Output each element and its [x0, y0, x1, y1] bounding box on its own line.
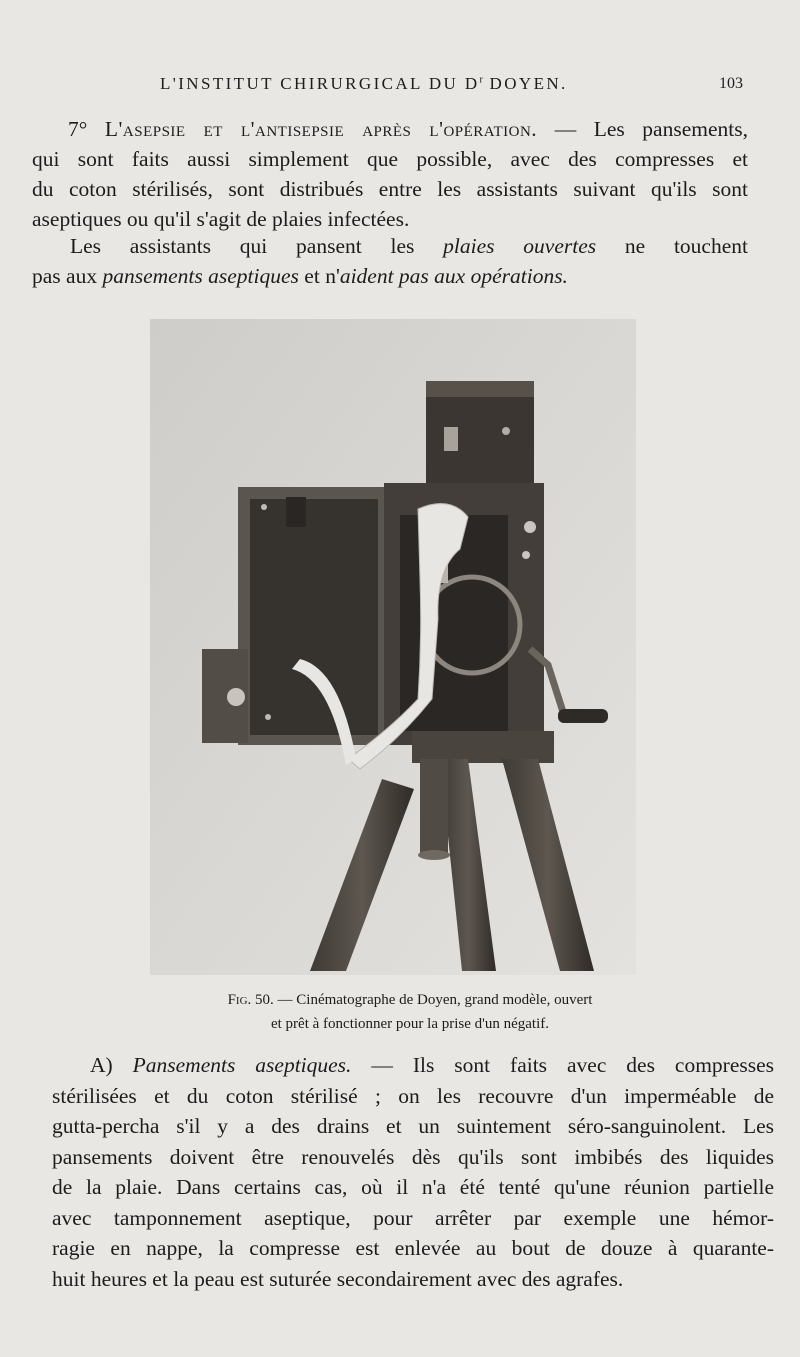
- paragraph-asepsie: [32, 114, 748, 234]
- cinematograph-illustration: [150, 319, 636, 975]
- figure-caption: [160, 988, 660, 1036]
- paragraph-line: ragie en nappe, la compresse est enlevée au bout de douze à quarante-: [52, 1236, 774, 1260]
- paragraph-line: avec tamponnement aseptique, pour arrêter par exemple une hémor-: [52, 1205, 774, 1230]
- paragraph-line: du coton stérilisés, sont distribués entre les assistants suivant qu'ils sont: [32, 177, 748, 201]
- caption-line: et prêt à fonctionner pour la prise d'un négatif.: [270, 1016, 550, 1032]
- figure-label: Fig. 50.: [227, 992, 274, 1008]
- italic-phrase: pansements aseptiques: [102, 264, 299, 288]
- running-head: [0, 74, 800, 100]
- open-camera-door: [238, 487, 386, 745]
- paragraph-line: qui sont faits aussi simplement que possible, avec des compresses et: [32, 147, 748, 171]
- paragraph-line: pas aux pansements aseptiques et n'aident pas aux opérations.: [32, 264, 568, 288]
- side-box: [202, 649, 248, 743]
- italic-phrase: aident pas aux opérations.: [339, 264, 568, 288]
- page-number: 103: [719, 75, 743, 92]
- paragraph-pansements-aseptiques: [52, 1050, 774, 1294]
- section-heading: Pansements aseptiques.: [132, 1053, 352, 1077]
- film-magazine: [426, 381, 534, 485]
- paragraph-line: A) Pansements aseptiques. — Ils sont faits avec des compresses: [90, 1053, 775, 1077]
- italic-phrase: plaies ouvertes: [443, 234, 597, 258]
- paragraph-line: stérilisées et du coton stérilisé ; on les recouvre d'un imperméable de: [52, 1083, 774, 1108]
- section-number: 7°: [68, 117, 88, 141]
- figure-cinematograph-photo: [150, 319, 636, 975]
- paragraph-line: aseptiques ou qu'il s'agit de plaies infectées.: [32, 207, 410, 231]
- paragraph-line: gutta-percha s'il y a des drains et un suintement séro-sanguinolent. Les: [52, 1114, 774, 1138]
- paragraph-line: 7° L'asepsie et l'antisepsie après l'opération. — Les pansements,: [68, 117, 748, 141]
- paragraph-line: Les assistants qui pansent les plaies ouvertes ne touchent: [70, 234, 748, 258]
- running-head-title: L'INSTITUT CHIRURGICAL DU $D^r$ DOYEN.: [160, 74, 568, 93]
- tripod-head: [412, 731, 554, 763]
- section-heading: L'asepsie et l'antisepsie après l'opération.: [104, 117, 538, 141]
- paragraph-assistants: [32, 231, 748, 291]
- caption-line: Fig. 50. — Cinématographe de Doyen, grand modèle, ouvert: [227, 992, 593, 1008]
- paragraph-line: de la plaie. Dans certains cas, où il n'a été tenté qu'une réunion partielle: [52, 1175, 774, 1199]
- paragraph-line: pansements doivent être renouvelés dès qu'ils sont imbibés des liquides: [52, 1144, 774, 1169]
- paragraph-line: huit heures et la peau est suturée secondairement avec des agrafes.: [52, 1266, 624, 1291]
- title-superscript: r: [479, 74, 483, 86]
